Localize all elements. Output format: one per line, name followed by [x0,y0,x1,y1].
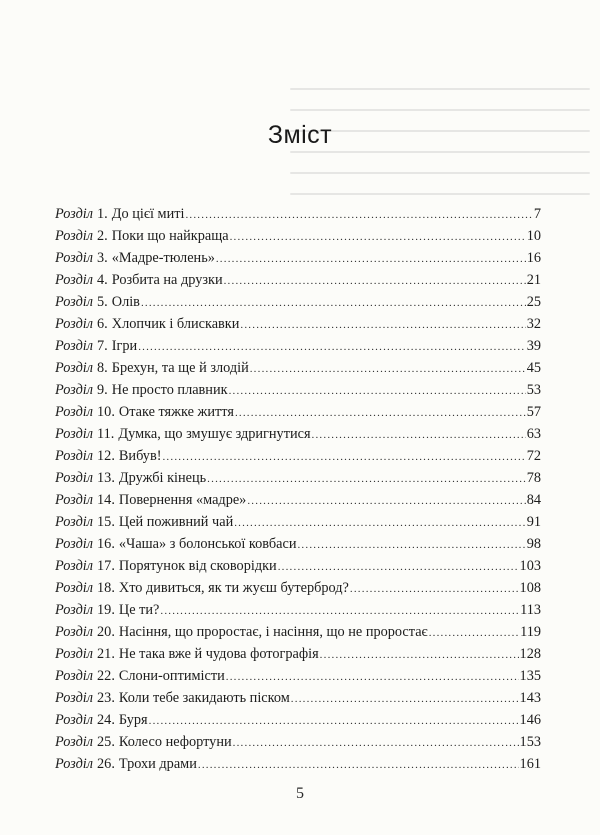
chapter-number: 24. [97,712,115,728]
dot-leader [162,446,525,467]
chapter-title: Брехун, та ще й злодій [111,360,249,376]
chapter-number: 21. [97,646,115,662]
page-number: 10 [526,228,541,244]
dot-leader [185,204,532,225]
dot-leader [226,666,519,687]
chapter-prefix: Розділ [55,712,94,728]
toc-entry[interactable] [55,269,541,291]
reverse-side-bleed-through [290,88,590,213]
toc-entry[interactable] [55,357,541,379]
chapter-title: Це ти? [118,602,160,618]
chapter-title: Трохи драми [118,756,197,772]
chapter-number: 18. [97,580,115,596]
chapter-prefix: Розділ [55,690,94,706]
toc-entry[interactable] [55,335,541,357]
page-title: Зміст [267,120,333,149]
toc-entry[interactable] [55,225,541,247]
dot-leader [429,622,519,643]
chapter-prefix: Розділ [55,668,94,684]
chapter-number: 16. [97,536,115,552]
page-number: 103 [519,558,541,574]
page-number: 119 [520,624,541,640]
page-number: 63 [526,426,541,442]
chapter-number: 23. [97,690,115,706]
chapter-prefix: Розділ [55,514,94,530]
dot-leader [250,358,526,379]
page-number: 108 [519,580,541,596]
dot-leader [230,226,526,247]
page-number: 135 [519,668,541,684]
dot-leader [278,556,519,577]
dot-leader [198,754,519,775]
page-number: 32 [526,316,541,332]
chapter-title: Цей поживний чай [118,514,234,530]
chapter-number: 25. [97,734,115,750]
page-number: 161 [519,756,541,772]
chapter-prefix: Розділ [55,426,94,442]
chapter-title: Отаке тяжке життя [118,404,234,420]
dot-leader [224,270,526,291]
dot-leader [320,644,519,665]
chapter-prefix: Розділ [55,228,94,244]
toc-entry[interactable] [55,423,541,445]
chapter-title: Не просто плавник [111,382,228,398]
page-number: 146 [519,712,541,728]
toc-entry[interactable] [55,533,541,555]
chapter-prefix: Розділ [55,272,94,288]
toc-entry[interactable] [55,291,541,313]
page-number: 39 [526,338,541,354]
chapter-title: Колесо нефортуни [118,734,232,750]
chapter-prefix: Розділ [55,404,94,420]
chapter-prefix: Розділ [55,448,94,464]
chapter-number: 13. [97,470,115,486]
toc-entry[interactable] [55,489,541,511]
toc-entry[interactable] [55,203,541,225]
chapter-title: Ігри [111,338,138,354]
page-number: 128 [519,646,541,662]
chapter-title: Поки що найкраща [111,228,229,244]
toc-entry[interactable] [55,621,541,643]
dot-leader [297,534,525,555]
dot-leader [312,424,526,445]
page-number: 7 [533,206,541,222]
chapter-prefix: Розділ [55,470,94,486]
page-number: 53 [526,382,541,398]
dot-leader [138,336,526,357]
chapter-number: 4. [97,272,108,288]
dot-leader [291,688,519,709]
chapter-prefix: Розділ [55,756,94,772]
chapter-number: 1. [97,206,108,222]
chapter-prefix: Розділ [55,382,94,398]
chapter-prefix: Розділ [55,316,94,332]
chapter-number: 12. [97,448,115,464]
dot-leader [216,248,526,269]
dot-leader [160,600,519,621]
dot-leader [240,314,525,335]
toc-entry[interactable] [55,467,541,489]
chapter-title: Вибув! [118,448,162,464]
toc-entry[interactable] [55,511,541,533]
chapter-number: 6. [97,316,108,332]
chapter-number: 22. [97,668,115,684]
page-number: 98 [526,536,541,552]
toc-entry[interactable] [55,555,541,577]
page-number: 84 [526,492,541,508]
chapter-title: Дружбі кінець [118,470,207,486]
toc-entry[interactable] [55,247,541,269]
chapter-prefix: Розділ [55,294,94,310]
chapter-number: 26. [97,756,115,772]
toc-entry[interactable] [55,687,541,709]
dot-leader [350,578,519,599]
dot-leader [141,292,526,313]
page-number: 45 [526,360,541,376]
chapter-number: 7. [97,338,108,354]
dot-leader [247,490,525,511]
page-number: 153 [519,734,541,750]
chapter-title: Порятунок від сковорідки [118,558,277,574]
chapter-number: 10. [97,404,115,420]
chapter-prefix: Розділ [55,360,94,376]
page-number: 91 [526,514,541,530]
chapter-prefix: Розділ [55,646,94,662]
dot-leader [207,468,526,489]
chapter-prefix: Розділ [55,250,94,266]
toc-entry[interactable] [55,599,541,621]
chapter-number: 20. [97,624,115,640]
chapter-prefix: Розділ [55,734,94,750]
dot-leader [235,402,526,423]
chapter-number: 3. [97,250,108,266]
chapter-title: До цієї миті [111,206,185,222]
toc-entry[interactable] [55,445,541,467]
toc-entry[interactable] [55,643,541,665]
page-number: 25 [526,294,541,310]
chapter-title: Коли тебе закидають піском [118,690,290,706]
chapter-number: 8. [97,360,108,376]
toc-entry[interactable] [55,577,541,599]
chapter-title: Не така вже й чудова фотографія [118,646,319,662]
chapter-title: «Чаша» з болонської ковбаси [118,536,297,552]
page-number: 21 [526,272,541,288]
chapter-number: 11. [97,426,115,442]
chapter-number: 5. [97,294,108,310]
dot-leader [234,512,525,533]
page-number: 78 [526,470,541,486]
dot-leader [233,732,519,753]
chapter-prefix: Розділ [55,602,94,618]
chapter-title: Хлопчик і блискавки [111,316,240,332]
toc-entry[interactable] [55,379,541,401]
chapter-title: Розбита на друзки [111,272,223,288]
chapter-title: «Мадре-тюлень» [111,250,215,266]
toc-entry[interactable] [55,665,541,687]
page-number: 113 [520,602,541,618]
page-folio: 5 [296,785,304,802]
chapter-number: 2. [97,228,108,244]
chapter-prefix: Розділ [55,338,94,354]
toc-entry[interactable] [55,401,541,423]
chapter-title: Повернення «мадре» [118,492,247,508]
chapter-prefix: Розділ [55,206,94,222]
chapter-title: Думка, що змушує здригнутися [118,426,311,442]
chapter-prefix: Розділ [55,580,94,596]
chapter-prefix: Розділ [55,536,94,552]
page-number: 143 [519,690,541,706]
chapter-title: Хто дивиться, як ти жуєш бутерброд? [118,580,349,596]
dot-leader [149,710,519,731]
page-number: 57 [526,404,541,420]
page-number: 72 [526,448,541,464]
toc-entry[interactable] [55,313,541,335]
page-number: 16 [526,250,541,266]
chapter-number: 9. [97,382,108,398]
chapter-prefix: Розділ [55,492,94,508]
toc-entry[interactable] [55,731,541,753]
table-of-contents [55,203,541,775]
chapter-title: Насіння, що проростає, і насіння, що не проростає [118,624,428,640]
chapter-prefix: Розділ [55,624,94,640]
chapter-number: 15. [97,514,115,530]
chapter-title: Буря [118,712,148,728]
chapter-number: 17. [97,558,115,574]
chapter-title: Слони-оптимісти [118,668,225,684]
chapter-number: 19. [97,602,115,618]
chapter-title: Олів [111,294,140,310]
toc-entry[interactable] [55,709,541,731]
chapter-number: 14. [97,492,115,508]
chapter-prefix: Розділ [55,558,94,574]
toc-entry[interactable] [55,753,541,775]
dot-leader [229,380,526,401]
